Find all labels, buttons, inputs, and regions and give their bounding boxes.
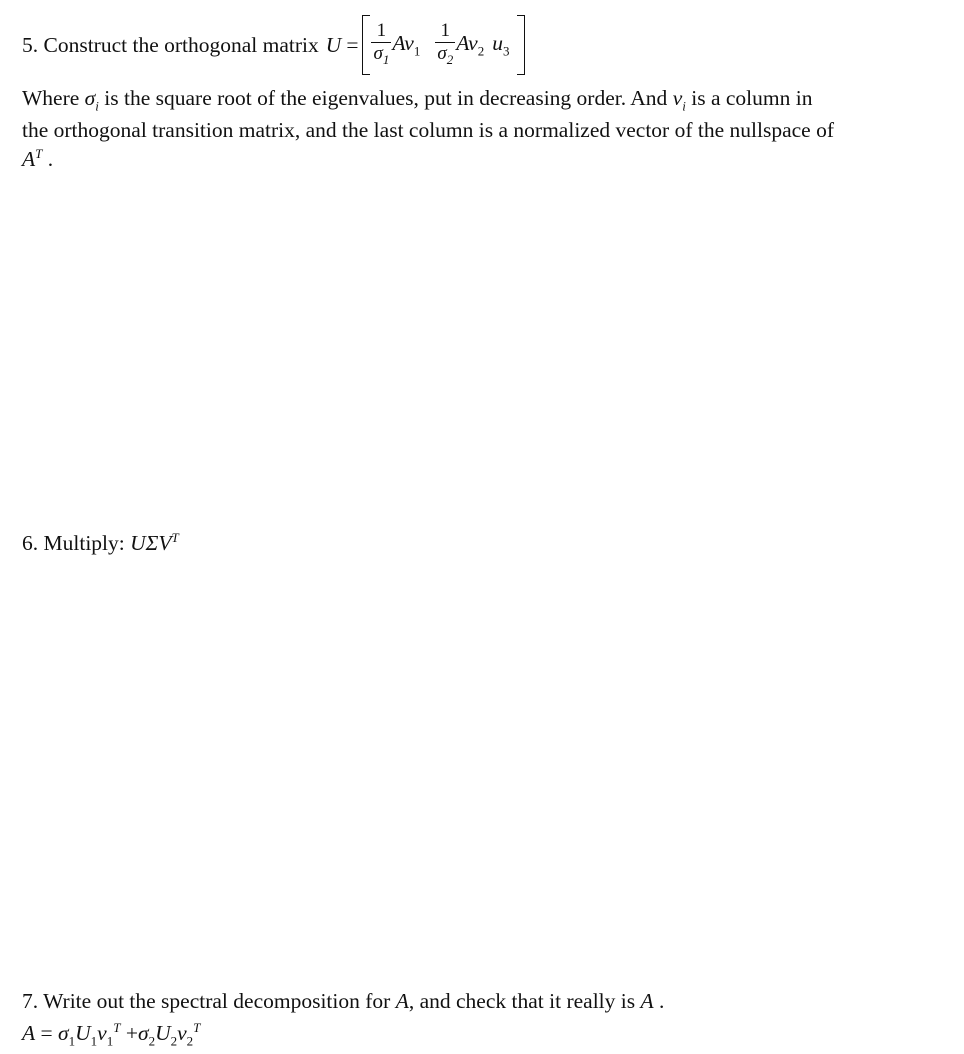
step7-heading: 7. Write out the spectral decomposition for A, and check that it really is A . (22, 989, 665, 1013)
right-bracket (517, 15, 525, 75)
term2: $\sigma_2U_2v_2^T$ (137, 1020, 201, 1049)
fraction-1-over-sigma1: $\frac{1}{\sigma_1}$ (373, 19, 390, 67)
v-i: $v_i$ (672, 86, 686, 114)
step5-equals: = (346, 32, 359, 57)
u3: $u_3$ (492, 30, 510, 59)
Av1: $Av_1$ (392, 30, 421, 59)
sigma-i: $\sigma_i$ (84, 86, 99, 114)
matrix-U (362, 15, 525, 75)
Av2: $Av_2$ (456, 30, 485, 59)
step5-lhs-U: U (325, 32, 342, 57)
term1: $\sigma_1U_1v_1^T$ (58, 1020, 121, 1049)
step5-desc-line3: $A^T$ . (22, 146, 54, 172)
left-bracket (362, 15, 370, 75)
spectral-decomposition-formula: $A = \sigma_1U_1v_1^T +\sigma_2U_2v_2^T$ (22, 1020, 201, 1049)
step5-desc-line2: the orthogonal transition matrix, and the last column is a normalized vector of the nullspace of (22, 118, 834, 142)
step5-desc-line1: Where $\sigma_i$ is the square root of the eigenvalues, put in decreasing order. And $v_i$ is a column in (22, 86, 813, 114)
step5-label: 5. Construct the orthogonal matrix (22, 32, 319, 57)
step6-expression: $U\Sigma V^T$ (130, 530, 179, 556)
step6-heading (22, 530, 179, 556)
A-transpose: $A^T$ (22, 146, 43, 172)
fraction-1-over-sigma2: $\frac{1}{\sigma_2}$ (437, 19, 454, 67)
step6-label: 6. Multiply: (22, 531, 125, 556)
step5-heading (22, 12, 525, 78)
